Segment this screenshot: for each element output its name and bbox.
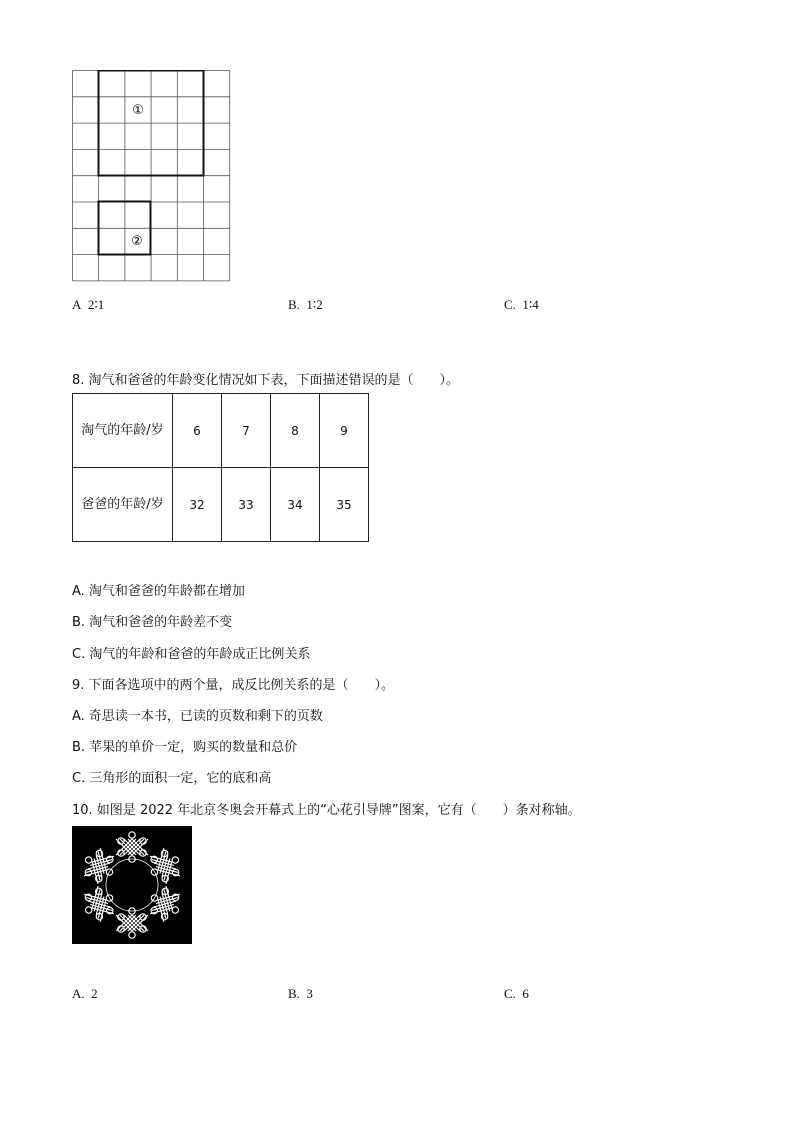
table-row bbox=[73, 394, 369, 468]
q7-option-b-letter: B. bbox=[288, 297, 300, 312]
q10-option-c-text: 6 bbox=[522, 986, 529, 1001]
table-header-dad: 爸爸的年龄/岁 bbox=[73, 468, 173, 542]
q10-option-c-letter: C. bbox=[504, 986, 516, 1001]
q9-option-a[interactable]: A. 奇思读一本书，已读的页数和剩下的页数 bbox=[72, 709, 323, 724]
q7-option-a-letter: A bbox=[72, 297, 82, 312]
q10-option-b-letter: B. bbox=[288, 986, 300, 1001]
q10-stem: 10. 如图是 2022 年北京冬奥会开幕式上的“心花引导牌”图案，它有（ ）条对称轴。 bbox=[72, 803, 581, 818]
square-1-label: ① bbox=[132, 103, 144, 118]
q8-option-c[interactable]: C. 淘气的年龄和爸爸的年龄成正比例关系 bbox=[72, 647, 311, 662]
square-2-label: ② bbox=[131, 234, 143, 249]
q10-option-b-text: 3 bbox=[306, 986, 313, 1001]
q9-option-b[interactable]: B. 苹果的单价一定，购买的数量和总价 bbox=[72, 740, 298, 755]
table-cell: 6 bbox=[173, 394, 222, 468]
q7-option-a[interactable] bbox=[72, 297, 104, 313]
table-cell: 32 bbox=[173, 468, 222, 542]
q8-stem: 8. 淘气和爸爸的年龄变化情况如下表，下面描述错误的是（ ）。 bbox=[72, 373, 460, 388]
q7-option-c-letter: C. bbox=[504, 297, 516, 312]
q10-option-c[interactable] bbox=[504, 986, 529, 1002]
table-header-taoqi: 淘气的年龄/岁 bbox=[73, 394, 173, 468]
q10-option-a-letter: A. bbox=[72, 986, 85, 1001]
heart-knot-figure bbox=[72, 826, 192, 944]
grid-figure bbox=[72, 70, 232, 284]
table-cell: 35 bbox=[320, 468, 369, 542]
q9-stem: 9. 下面各选项中的两个量，成反比例关系的是（ ）。 bbox=[72, 678, 395, 693]
q10-option-a[interactable] bbox=[72, 986, 98, 1002]
table-cell: 9 bbox=[320, 394, 369, 468]
q7-option-c-text: 1∶4 bbox=[522, 297, 539, 312]
table-cell: 8 bbox=[271, 394, 320, 468]
table-cell: 7 bbox=[222, 394, 271, 468]
q7-option-b-text: 1∶2 bbox=[306, 297, 323, 312]
q7-option-a-text: 2∶1 bbox=[87, 297, 105, 312]
q7-option-b[interactable] bbox=[288, 297, 323, 313]
q10-option-b[interactable] bbox=[288, 986, 313, 1002]
q8-option-b[interactable]: B. 淘气和爸爸的年龄差不变 bbox=[72, 615, 233, 630]
table-row bbox=[73, 468, 369, 542]
table-cell: 33 bbox=[222, 468, 271, 542]
table-cell: 34 bbox=[271, 468, 320, 542]
q10-option-a-text: 2 bbox=[91, 986, 98, 1001]
q7-option-c[interactable] bbox=[504, 297, 539, 313]
q8-option-a[interactable]: A. 淘气和爸爸的年龄都在增加 bbox=[72, 584, 245, 599]
q9-option-c[interactable]: C. 三角形的面积一定，它的底和高 bbox=[72, 771, 272, 786]
age-table bbox=[72, 393, 369, 542]
